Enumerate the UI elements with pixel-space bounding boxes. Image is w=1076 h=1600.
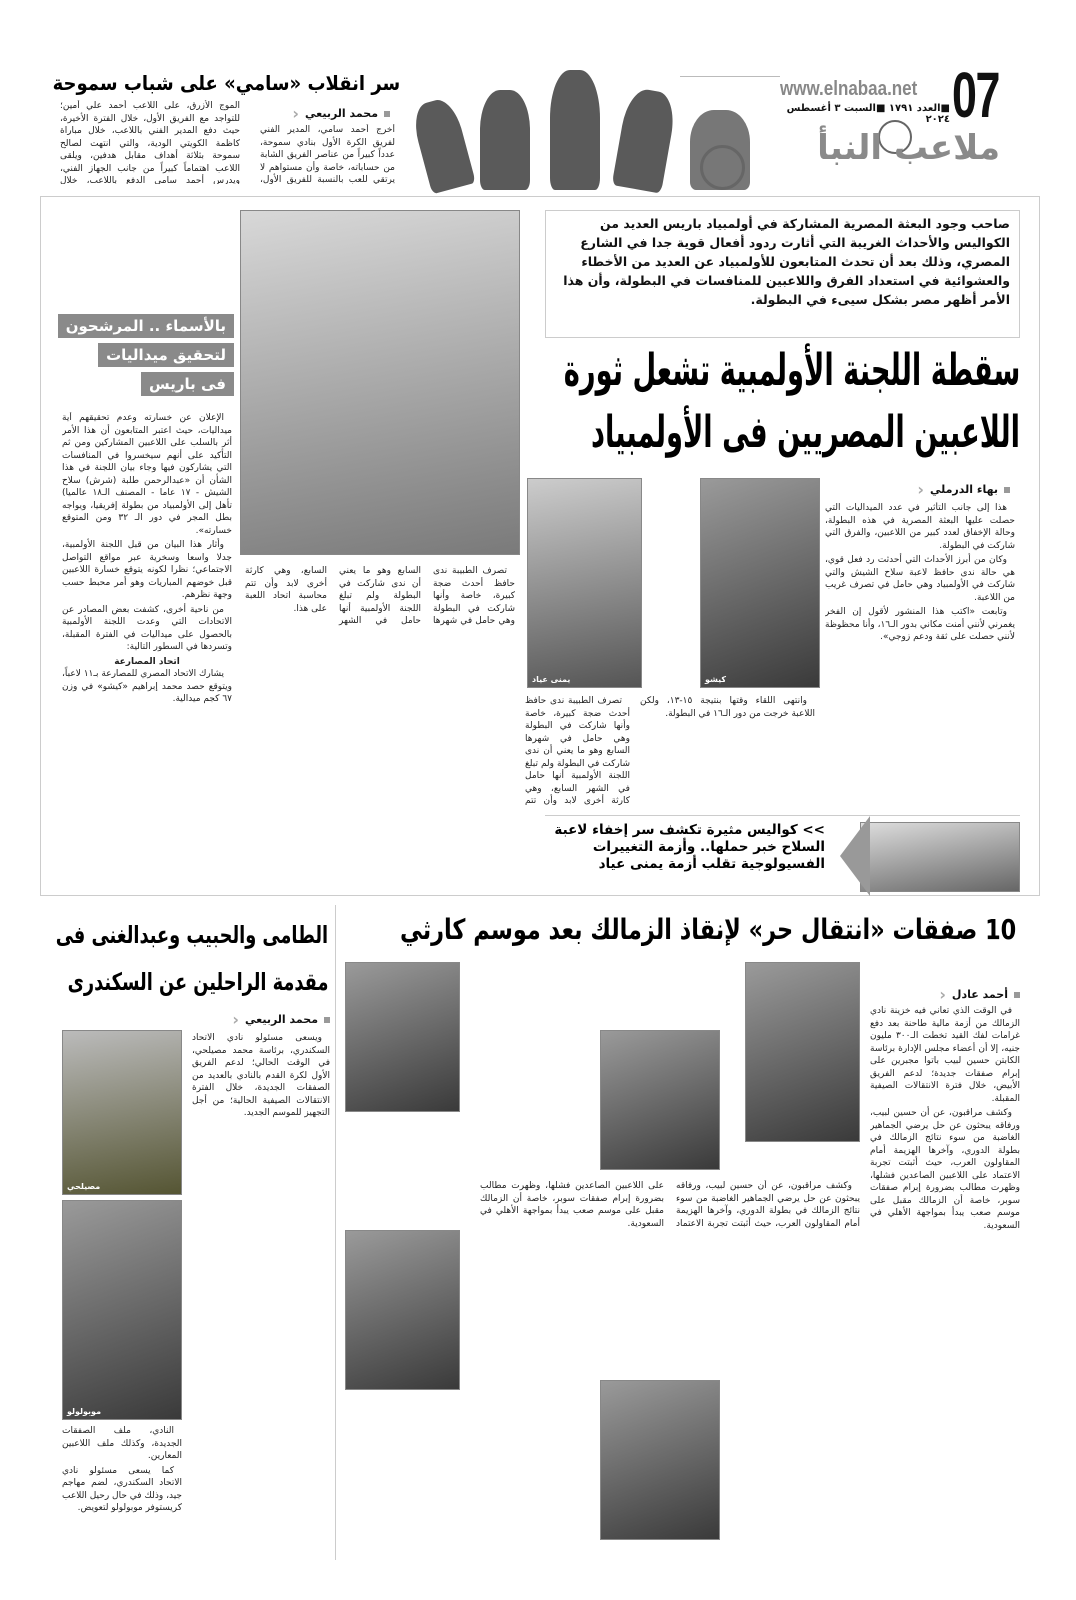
chevron-icon: ‹ <box>917 480 924 499</box>
top-story-byline <box>260 104 390 123</box>
main-intro-text: صاحب وجود البعثة المصرية المشاركة في أولمبياد باريس العديد من الكواليس والأحداث الغريبة التي أثارت ردود أفعال قوية جدا في الشارع المصري، وذلك بعد أن تحدث المتابعون للأولمبياد عن العديد من الأخطاء والعشوائية في استعداد الفرق واللاعبين للمنافسات في البطولة، وأن هذا الأمر أظهر مصر بشكل سيىء في البطولة. <box>563 216 1010 307</box>
athlete-silhouettes <box>400 60 800 190</box>
ittihad-col-left <box>62 1425 182 1560</box>
chevron-icon: ‹ <box>292 104 299 123</box>
fencer-sub-photo <box>860 822 1020 892</box>
top-story-headline: سر انقلاب «سامي» على شباب سموحة <box>52 71 400 95</box>
ittihad-col-right <box>192 1032 330 1557</box>
zamalek-headline: 10 صفقات «انتقال حر» لإنقاذ الزمالك بعد موسم كارثي <box>399 913 1016 946</box>
main-headline-2: اللاعبين المصريين فى الأولمبياد <box>590 407 1020 458</box>
zamalek-player-photo-2 <box>600 1030 720 1170</box>
main-col-left <box>525 695 630 805</box>
ittihad-byline <box>200 1010 330 1029</box>
byline-text: بهاء الدرملي <box>930 483 998 496</box>
paragraph: وانتهى اللقاء وقتها بنتيجة ١٥-١٣، ولكن اللاعبة خرجت من دور الـ١٦ في البطولة. <box>640 696 815 719</box>
bullet-icon <box>1014 992 1020 998</box>
paragraph: من ناحية أخرى، كشفت بعض المصادر عن الاتحادات التي وعدت اللجنة الأولمبية بالحصول على ميداليات في الفترة المقبلة، وتسردها في السطور التالية: <box>62 604 232 652</box>
bullet-icon <box>1004 487 1010 493</box>
top-story-col-1: أخرج أحمد سامي، المدير الفني لفريق الكرة الأول بنادي سموحة، عدداً كبيراً من عناصر الفريق الشابة من حساباته، خاصة وأن مستواهم لا يرتقي للعب بالنسبة للفريق الأول، <box>260 125 395 184</box>
ittihad-headline-1: الطامى والحبيب وعبدالغنى فى <box>55 921 328 949</box>
paragraph: يشارك الاتحاد المصري للمصارعة بـ١١ لاعباً، ويتوقع حصد محمد إبراهيم «كيشو» في وزن ٦٧ كجم ميدالية. <box>62 669 232 704</box>
main-intro-box <box>545 210 1020 338</box>
fencer-photo <box>240 210 520 555</box>
side-headline-line: لتحقيق ميداليات <box>98 343 234 367</box>
chevron-icon: ‹ <box>939 985 946 1004</box>
paragraph: تصرف الطبيبة ندى حافظ أحدث ضجة كبيرة، خاصة وأنها شاركت في البطولة وهي حامل في شهرها السابع وهو ما يعني أن ندى شاركت في البطولة ولم تبلغ اللجنة الأولمبية أنها حامل في الشهر السابع، وهي كارثة أخرى لابد وأن تتم محاسبة اتحاد اللعبة على هذا. <box>245 566 515 626</box>
paragraph: كما يسعى مسئولو نادي الاتحاد السكندري، لضم مهاجم جيد، وذلك في حال رحيل اللاعب كريستوفر موبولولو لتعويض. <box>62 1465 182 1513</box>
player-photo-curly <box>345 962 460 1112</box>
yomna-ayad-photo <box>527 478 642 688</box>
sub-story-box <box>545 815 1020 890</box>
paragraph: وأثار هذا البيان من قبل اللجنة الأولمبية، جدلا واسعا وسخرية عبر مواقع التواصل الاجتماعي؛ نظرا لكونه يتوقع خسارة اللاعبين قبل خوضهم المباريات وهو أمر محبط حسب وجهة نظرهم. <box>62 540 232 600</box>
kisho-photo <box>700 478 820 688</box>
photo-caption: يمنى عياد <box>532 675 571 684</box>
top-story-col-2: الموج الأزرق، على اللاعب أحمد علي أمين؛ للتواجد مع الفريق الأول، خلال الفترة الأخيرة، حيث دفع المدير الفني باللاعب، خلال مباراة كاظمة الكويتي الودية، والتي انتهت لصالح سموحة بثلاثة أهداف مقابل هدفين، ويلقى اللاعب اهتماماً كبيراً من جانب الجهاز الفني، ويدرس أحمد سامي الدفع باللاعب، خلال <box>60 101 240 184</box>
byline-text: أحمد عادل <box>951 988 1008 1001</box>
chevron-decoration-icon <box>840 816 870 896</box>
side-story-headline <box>58 314 234 401</box>
paragraph: وكشف مراقبون، عن أن حسين لبيب، ورفاقه يبحثون عن حل يرضي الجماهير الغاضبة من سوء نتائج الزمالك في بطولة الدوري، وآخرها الهزيمة أمام المقاولون العرب، حيث أثبتت تجربة الاعتماد على اللاعبين الصاعدين فشلها، وظهرت مطالب بضرورة إبرام صفقات سوبر، خاصة أن الزمالك مقبل على موسم صعب يبدأ بمواجهة الأهلي في السعودية. <box>480 1181 860 1229</box>
column-divider <box>335 905 336 1560</box>
paragraph: في الوقت الذي تعاني فيه خزينة نادي الزمالك من أزمة مالية طاحنة بعد دفع غرامات لفك القيد تخطت الـ٣٠٠ مليون جنيه، إلا أن أعضاء مجلس الإدارة برئاسة الكابتن حسين لبيب باتوا مجبرين على إبرام صفقات جديدة؛ لدعم الفريق الأبيض، خلال فترة الانتقالات الصيفية المقبلة. <box>870 1006 1020 1104</box>
paragraph: وتابعت «اكتب هذا المنشور لأقول إن الفخر يغمرني لأنني أمنت مكاني بدور الـ١٦، وأنا محظوظة لأنني حصلت على ثقة ودعم زوجي». <box>825 607 1015 642</box>
byline-text: محمد الربيعي <box>305 107 378 120</box>
mobololo-photo <box>62 1200 182 1420</box>
main-headline-1: سقطة اللجنة الأولمبية تشعل ثورة <box>563 345 1020 396</box>
photo-caption: كيشو <box>705 675 727 684</box>
zamalek-player-photo-3 <box>600 1380 720 1540</box>
main-col-right <box>825 502 1015 805</box>
paragraph: النادي، ملف الصفقات الجديدة، وكذلك ملف اللاعبين المعارين. <box>62 1426 182 1461</box>
player-photo-4 <box>345 1230 460 1390</box>
zamalek-col-right <box>870 1005 1020 1560</box>
zamalek-cols <box>480 1180 860 1370</box>
website: www.elnabaa.net <box>780 78 918 100</box>
paragraph: الإعلان عن خسارته وعدم تحقيقهم أية ميداليات، حيث اعتبر المتابعون أن هذا الأمر أثر بالسلب على اللاعبين المشاركين ومن ثم التأكيد على أنهم سيخسروا في المنافسات التي يشاركون فيها وجاء بيان اللجنة في هذا الشأن أن «عبدالرحمن طلبة (شرش) سلاح الشيش - ١٧ عاما - المصنف الـ١٨ عالميا) تأهل إلى الأولمبياد من بطولة إفريقيا، ويواجه بطل المجر في دور الـ ٣٢ ومن المتوقع خسارته». <box>62 413 232 536</box>
paragraph: هذا إلى جانب التأثير في عدد الميداليات التي حصلت عليها البعثة المصرية في هذه البطولة، وحالة الإخفاق لعدد كبير من اللاعبين، والفرق التي شاركت في البطولة. <box>825 503 1015 551</box>
zamalek-player-photo-1 <box>745 962 860 1142</box>
paragraph: ويسعى مسئولو نادي الاتحاد السكندري، برئاسة محمد مصيلحي، في الوقت الحالي؛ لدعم الفريق الأول لكرة القدم بالنادي بالعديد من الصفقات الجديدة، خلال الفترة الانتقالات الصيفية الحالية؛ من أجل التجهيز للموسم الجديد. <box>192 1033 330 1118</box>
side-story-body <box>62 412 232 890</box>
bullet-icon <box>324 1017 330 1023</box>
page-number: 07 <box>952 59 1000 131</box>
zamalek-byline <box>900 985 1020 1004</box>
photo-caption: مصيلحي <box>67 1182 101 1191</box>
section-title: ملاعب النبأ <box>817 128 1000 168</box>
paragraph: تصرف الطبيبة ندى حافظ أحدث ضجة كبيرة، خاصة وأنها شاركت في البطولة وهي حامل في شهرها السابع وهو ما يعني أن ندى شاركت في البطولة ولم تبلغ اللجنة الأولمبية أنها حامل في الشهر السابع، وهي كارثة أخرى لابد وأن تتم <box>525 696 630 805</box>
mosilhy-photo <box>62 1030 182 1195</box>
side-headline-line: فى باريس <box>141 372 234 396</box>
sub-story-headline: >> كواليس مثيرة تكشف سر إخفاء لاعبة السلاح خبر حملها.. وأزمة التغييرات الفسيولوجية تقلب أزمة يمنى عياد <box>554 822 825 872</box>
side-headline-line: بالأسماء .. المرشحون <box>58 314 234 338</box>
main-byline <box>880 480 1010 499</box>
photo-caption: موبولولو <box>67 1407 102 1416</box>
ittihad-headline-2: مقدمة الراحلين عن السكندرى <box>67 968 328 996</box>
main-cols-continued <box>245 565 515 890</box>
bullet-icon <box>384 111 390 117</box>
paragraph: وكان من أبرز الأحداث التي أحدثت رد فعل قوي، هي حالة ندى حافظ لاعبة سلاح الشيش والتي شاركت في الأولمبياد وهي حامل في تصرف غريب من اللاعبة. <box>825 555 1015 603</box>
subhead: اتحاد المصارعة <box>114 656 180 667</box>
paragraph: وكشف مراقبون، عن أن حسين لبيب، ورفاقه يبحثون عن حل يرضي الجماهير الغاضبة من سوء نتائج الزمالك في بطولة الدوري، وآخرها الهزيمة أمام المقاولون العرب، حيث أثبتت تجربة الاعتماد على اللاعبين الصاعدين فشلها، وظهرت مطالب بضرورة إبرام صفقات سوبر، خاصة أن الزمالك مقبل على موسم صعب يبدأ بمواجهة الأهلي في السعودية. <box>870 1108 1020 1231</box>
byline-text: محمد الربيعي <box>245 1013 318 1026</box>
issue-info: ■العدد ١٧٩١ ■السبت ٣ أغسطس ٢٠٢٤ <box>786 103 950 125</box>
chevron-icon: ‹ <box>232 1010 239 1029</box>
main-col-mid <box>640 695 815 805</box>
